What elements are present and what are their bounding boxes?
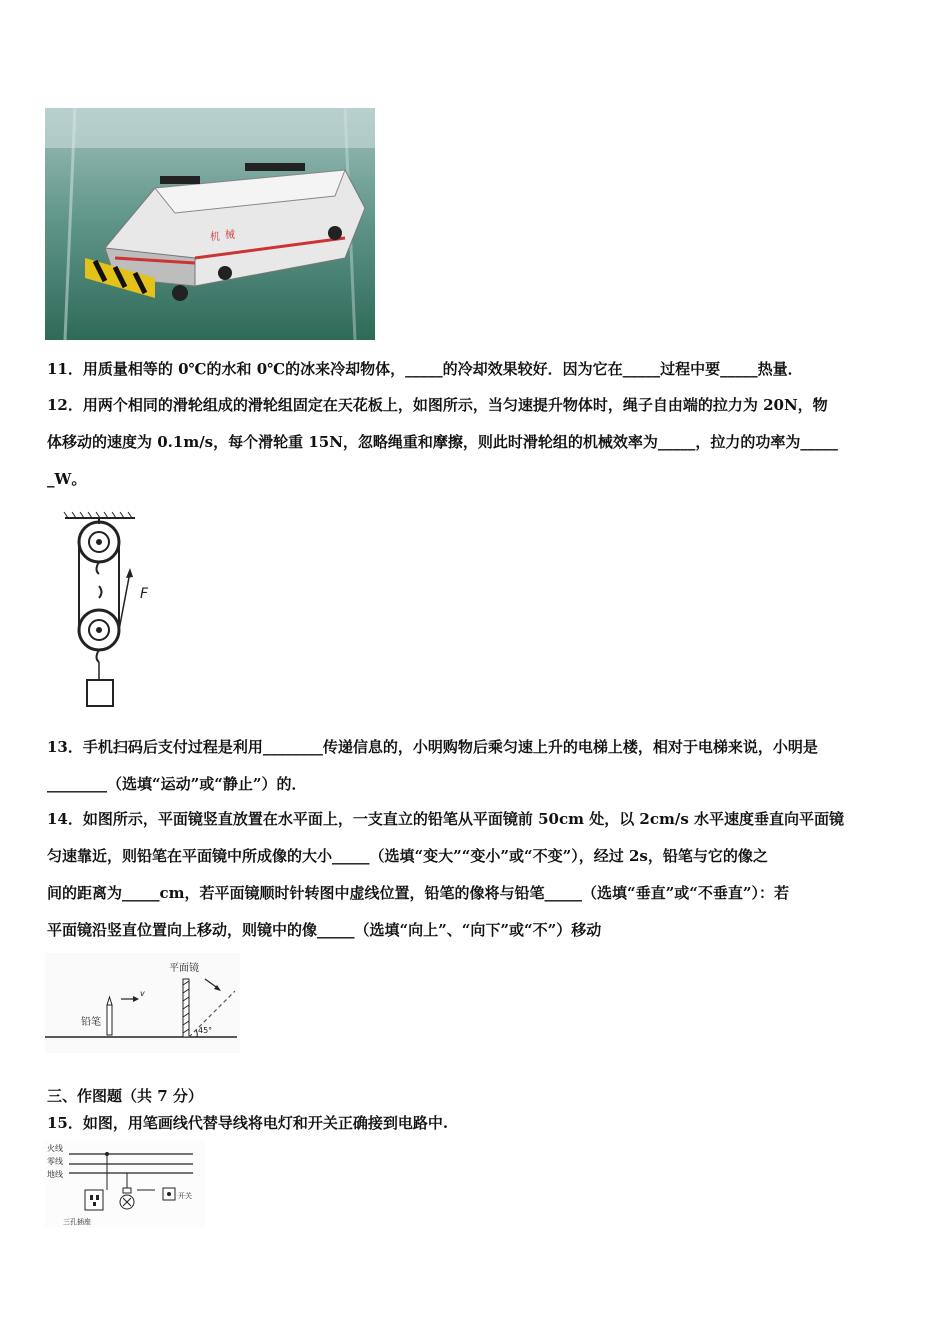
question-15: 15．如图，用笔画线代替导线将电灯和开关正确接到电路中. [47,1114,449,1132]
circuit-figure [45,1140,205,1232]
machine-photo [45,108,375,340]
mirror-label: 平面镜 [169,963,199,974]
photo-label-left: 机 [210,232,220,243]
question-12-line1: 12．用两个相同的滑轮组成的滑轮组固定在天花板上，如图所示，当匀速提升物体时，绳子自由端的拉力为 20N，物 [47,396,828,414]
section-title: 三、作图题（共 7 分） [47,1087,203,1105]
question-14-line4: 平面镜沿竖直位置向上移动，则镜中的像_____（选填“向上”、“向下”或“不”）移动 [47,921,602,939]
question-13-line2: ________（选填“运动”或“静止”）的． [47,775,307,793]
question-14-line2: 匀速靠近，则铅笔在平面镜中所成像的大小_____（选填“变大”“变小”或“不变”），经过 2s，铅笔与它的像之 [47,847,768,865]
mirror-figure [45,953,240,1057]
question-13-line1: 13．手机扫码后支付过程是利用________传递信息的，小明购物后乘匀速上升的电梯上楼，相对于电梯来说，小明是 [47,738,818,756]
question-11: 11．用质量相等的 0℃的水和 0℃的冰来冷却物体，_____的冷却效果较好．因为它在_____过程中要_____热量． [47,360,803,378]
force-label: F [140,586,149,602]
pencil-label: 铅笔 [81,1017,101,1028]
switch-label: 开关 [178,1192,192,1200]
question-14-line3: 间的距离为_____cm，若平面镜顺时针转图中虚线位置，铅笔的像将与铅笔_____（选填“垂直”或“不垂直”）：若 [47,884,790,902]
question-14-line1: 14．如图所示，平面镜竖直放置在水平面上，一支直立的铅笔从平面镜前 50cm 处，以 2cm/s 水平速度垂直向平面镜 [47,810,845,828]
question-12-line3: _W。 [47,470,87,488]
live-wire-label: 火线 [47,1144,63,1153]
question-12-line2: 体移动的速度为 0.1m/s，每个滑轮重 15N，忽略绳重和摩擦，则此时滑轮组的机械效率为_____，拉力的功率为_____ [47,433,838,451]
velocity-label: v [140,989,145,998]
photo-label-right: 械 [225,230,235,241]
angle-label: 45° [198,1026,213,1035]
neutral-wire-label: 零线 [47,1157,63,1166]
socket-label: 三孔插座 [63,1218,91,1226]
ground-wire-label: 地线 [47,1170,63,1179]
pulley-figure [60,510,180,714]
